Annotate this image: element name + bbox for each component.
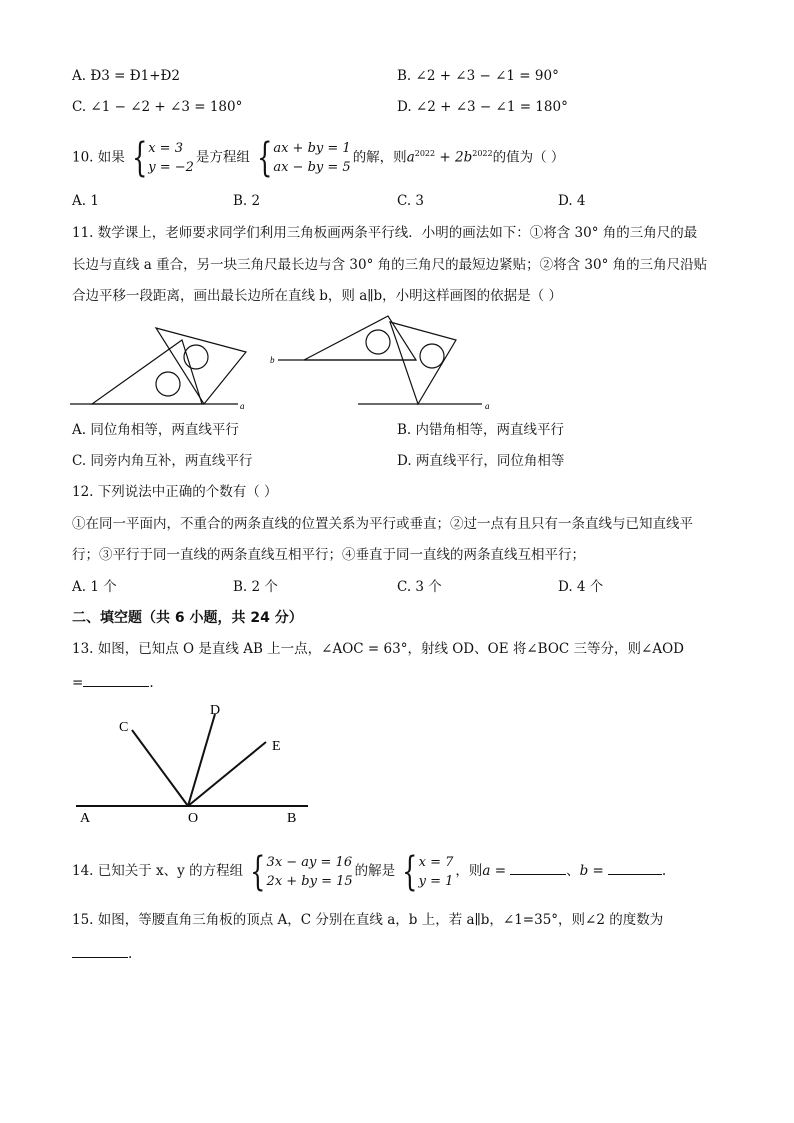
q13-label-b: B	[287, 811, 297, 826]
q10-expr-b: + 2b	[435, 149, 473, 166]
q12-line3: 行；③平行于同一直线的两条直线互相平行；④垂直于同一直线的两条直线互相平行；	[72, 547, 585, 563]
q10-exp2: 2022	[472, 149, 493, 158]
q10-suffix-a: 的解，则	[352, 149, 407, 166]
q14-sys1-row2: 2x + by = 15	[266, 873, 353, 889]
q14-sys2-row1: x = 7	[418, 854, 454, 870]
q10-sys1-row2: y = −2	[148, 160, 194, 175]
q11-right-circle-upper	[366, 330, 390, 354]
q11-figure-right	[268, 310, 498, 414]
q13-label-e: E	[272, 739, 281, 754]
q13-answer-blank[interactable]	[83, 672, 149, 687]
q11-left-circle-lower	[156, 372, 180, 396]
q10-sys2-row2: ax − by = 5	[273, 160, 351, 175]
q12-line1: 12. 下列说法中正确的个数有（ ）	[72, 484, 278, 500]
q14-a-blank[interactable]	[510, 860, 566, 875]
q10-option-a: A. 1	[72, 193, 99, 209]
q11-left-triangle-second	[156, 328, 246, 404]
q10-option-b: B. 2	[233, 193, 261, 209]
q10-stem	[72, 133, 565, 181]
q14-b-eq: b =	[579, 863, 604, 879]
q10-sys1-row1: x = 3	[148, 141, 183, 156]
q14-a-eq: a =	[482, 863, 507, 879]
q11-figure-left	[70, 322, 260, 414]
q11-line1: 11. 数学课上，老师要求同学们利用三角板画两条平行线．小明的画法如下：①将含 30° 角的三角尺的最	[72, 225, 698, 241]
q14-solution-system: { x = 7 y = 1	[402, 848, 454, 895]
q14-b-blank[interactable]	[608, 860, 662, 875]
q9-option-b: B. ∠2 + ∠3 − ∠1 = 90°	[397, 68, 559, 84]
q9-option-c: C. ∠1 − ∠2 + ∠3 = 180°	[72, 99, 243, 115]
q11-option-a: A. 同位角相等，两直线平行	[72, 422, 239, 438]
q10-mid: 是方程组	[195, 149, 250, 166]
q11-line2: 长边与直线 a 重合，另一块三角尺最长边与含 30° 角的三角尺的最短边紧贴；②将含 30° 角的三角尺沿贴	[72, 257, 708, 273]
q11-right-label-b: b	[270, 355, 275, 365]
q11-left-triangle-30	[92, 340, 202, 404]
q11-line3: 合边平移一段距离，画出最长边所在直线 b，则 a∥b，小明这样画图的依据是（ ）	[72, 288, 562, 304]
q11-right-circle-lower	[420, 344, 444, 368]
q15-answer-blank[interactable]	[72, 943, 128, 958]
q10-prefix: 10. 如果	[72, 149, 125, 166]
q15-line2	[72, 943, 132, 963]
q13-end: .	[149, 675, 154, 691]
q11-option-c: C. 同旁内角互补，两直线平行	[72, 453, 253, 469]
q15-line1: 15. 如图，等腰直角三角板的顶点 A，C 分别在直线 a，b 上，若 a∥b，∠1=35°，则∠2 的度数为	[72, 912, 664, 928]
q14-stem	[72, 848, 667, 895]
q13-label-a: A	[80, 811, 91, 826]
q10-option-c: C. 3	[397, 193, 425, 209]
q12-option-c: C. 3 个	[397, 579, 442, 595]
q13-label-o: O	[188, 811, 199, 826]
q13-label-c: C	[119, 720, 129, 735]
q10-exp1: 2022	[414, 149, 436, 158]
q15-end: .	[128, 946, 133, 962]
q13-figure	[70, 698, 315, 826]
q13-eq: =	[72, 675, 84, 691]
q12-option-d: D. 4 个	[558, 579, 604, 595]
q13-ray-od	[188, 714, 215, 806]
q13-line1: 13. 如图，已知点 O 是直线 AB 上一点，∠AOC = 63°，射线 OD、OE 将∠BOC 三等分，则∠AOD	[72, 641, 684, 657]
q14-sep: 、	[566, 863, 580, 879]
q13-line2	[72, 672, 154, 692]
q10-solution-system: { x = 3 y = −2	[131, 135, 194, 181]
q11-right-label-a: a	[485, 401, 490, 411]
q10-sys2-row1: ax + by = 1	[273, 141, 351, 156]
q13-ray-oe	[188, 742, 266, 806]
q13-ray-oc	[132, 730, 188, 806]
q11-option-b: B. 内错角相等，两直线平行	[397, 422, 565, 438]
q10-option-d: D. 4	[558, 193, 586, 209]
q10-equation-system: { ax + by = 1 ax − by = 5	[256, 135, 351, 181]
q14-sys1-row1: 3x − ay = 16	[266, 854, 353, 870]
q10-suffix-b: 的值为（ ）	[492, 149, 565, 166]
q9-option-a: A. Ð3 = Ð1+Ð2	[72, 68, 180, 84]
q14-prefix: 14. 已知关于 x、y 的方程组	[72, 863, 244, 879]
q11-right-triangle-30	[304, 316, 416, 360]
q12-option-b: B. 2 个	[233, 579, 278, 595]
q12-option-a: A. 1 个	[72, 579, 117, 595]
q10-expr-a: a	[406, 149, 415, 166]
q14-sys2-row2: y = 1	[418, 873, 454, 889]
section-fill-in-title: 二、填空题（共 6 小题，共 24 分）	[72, 610, 303, 626]
q14-suffix-a: ，则	[455, 863, 483, 879]
q12-line2: ①在同一平面内，不重合的两条直线的位置关系为平行或垂直；②过一点有且只有一条直线与已知直线平	[72, 516, 693, 532]
q14-end: .	[661, 863, 667, 879]
q11-left-label-a: a	[240, 401, 245, 411]
q13-label-d: D	[210, 703, 221, 718]
q14-equation-system: { 3x − ay = 16 2x + by = 15	[250, 848, 353, 895]
q9-option-d: D. ∠2 + ∠3 − ∠1 = 180°	[397, 99, 568, 115]
q11-option-d: D. 两直线平行，同位角相等	[397, 453, 565, 469]
q14-mid: 的解是	[354, 863, 396, 879]
